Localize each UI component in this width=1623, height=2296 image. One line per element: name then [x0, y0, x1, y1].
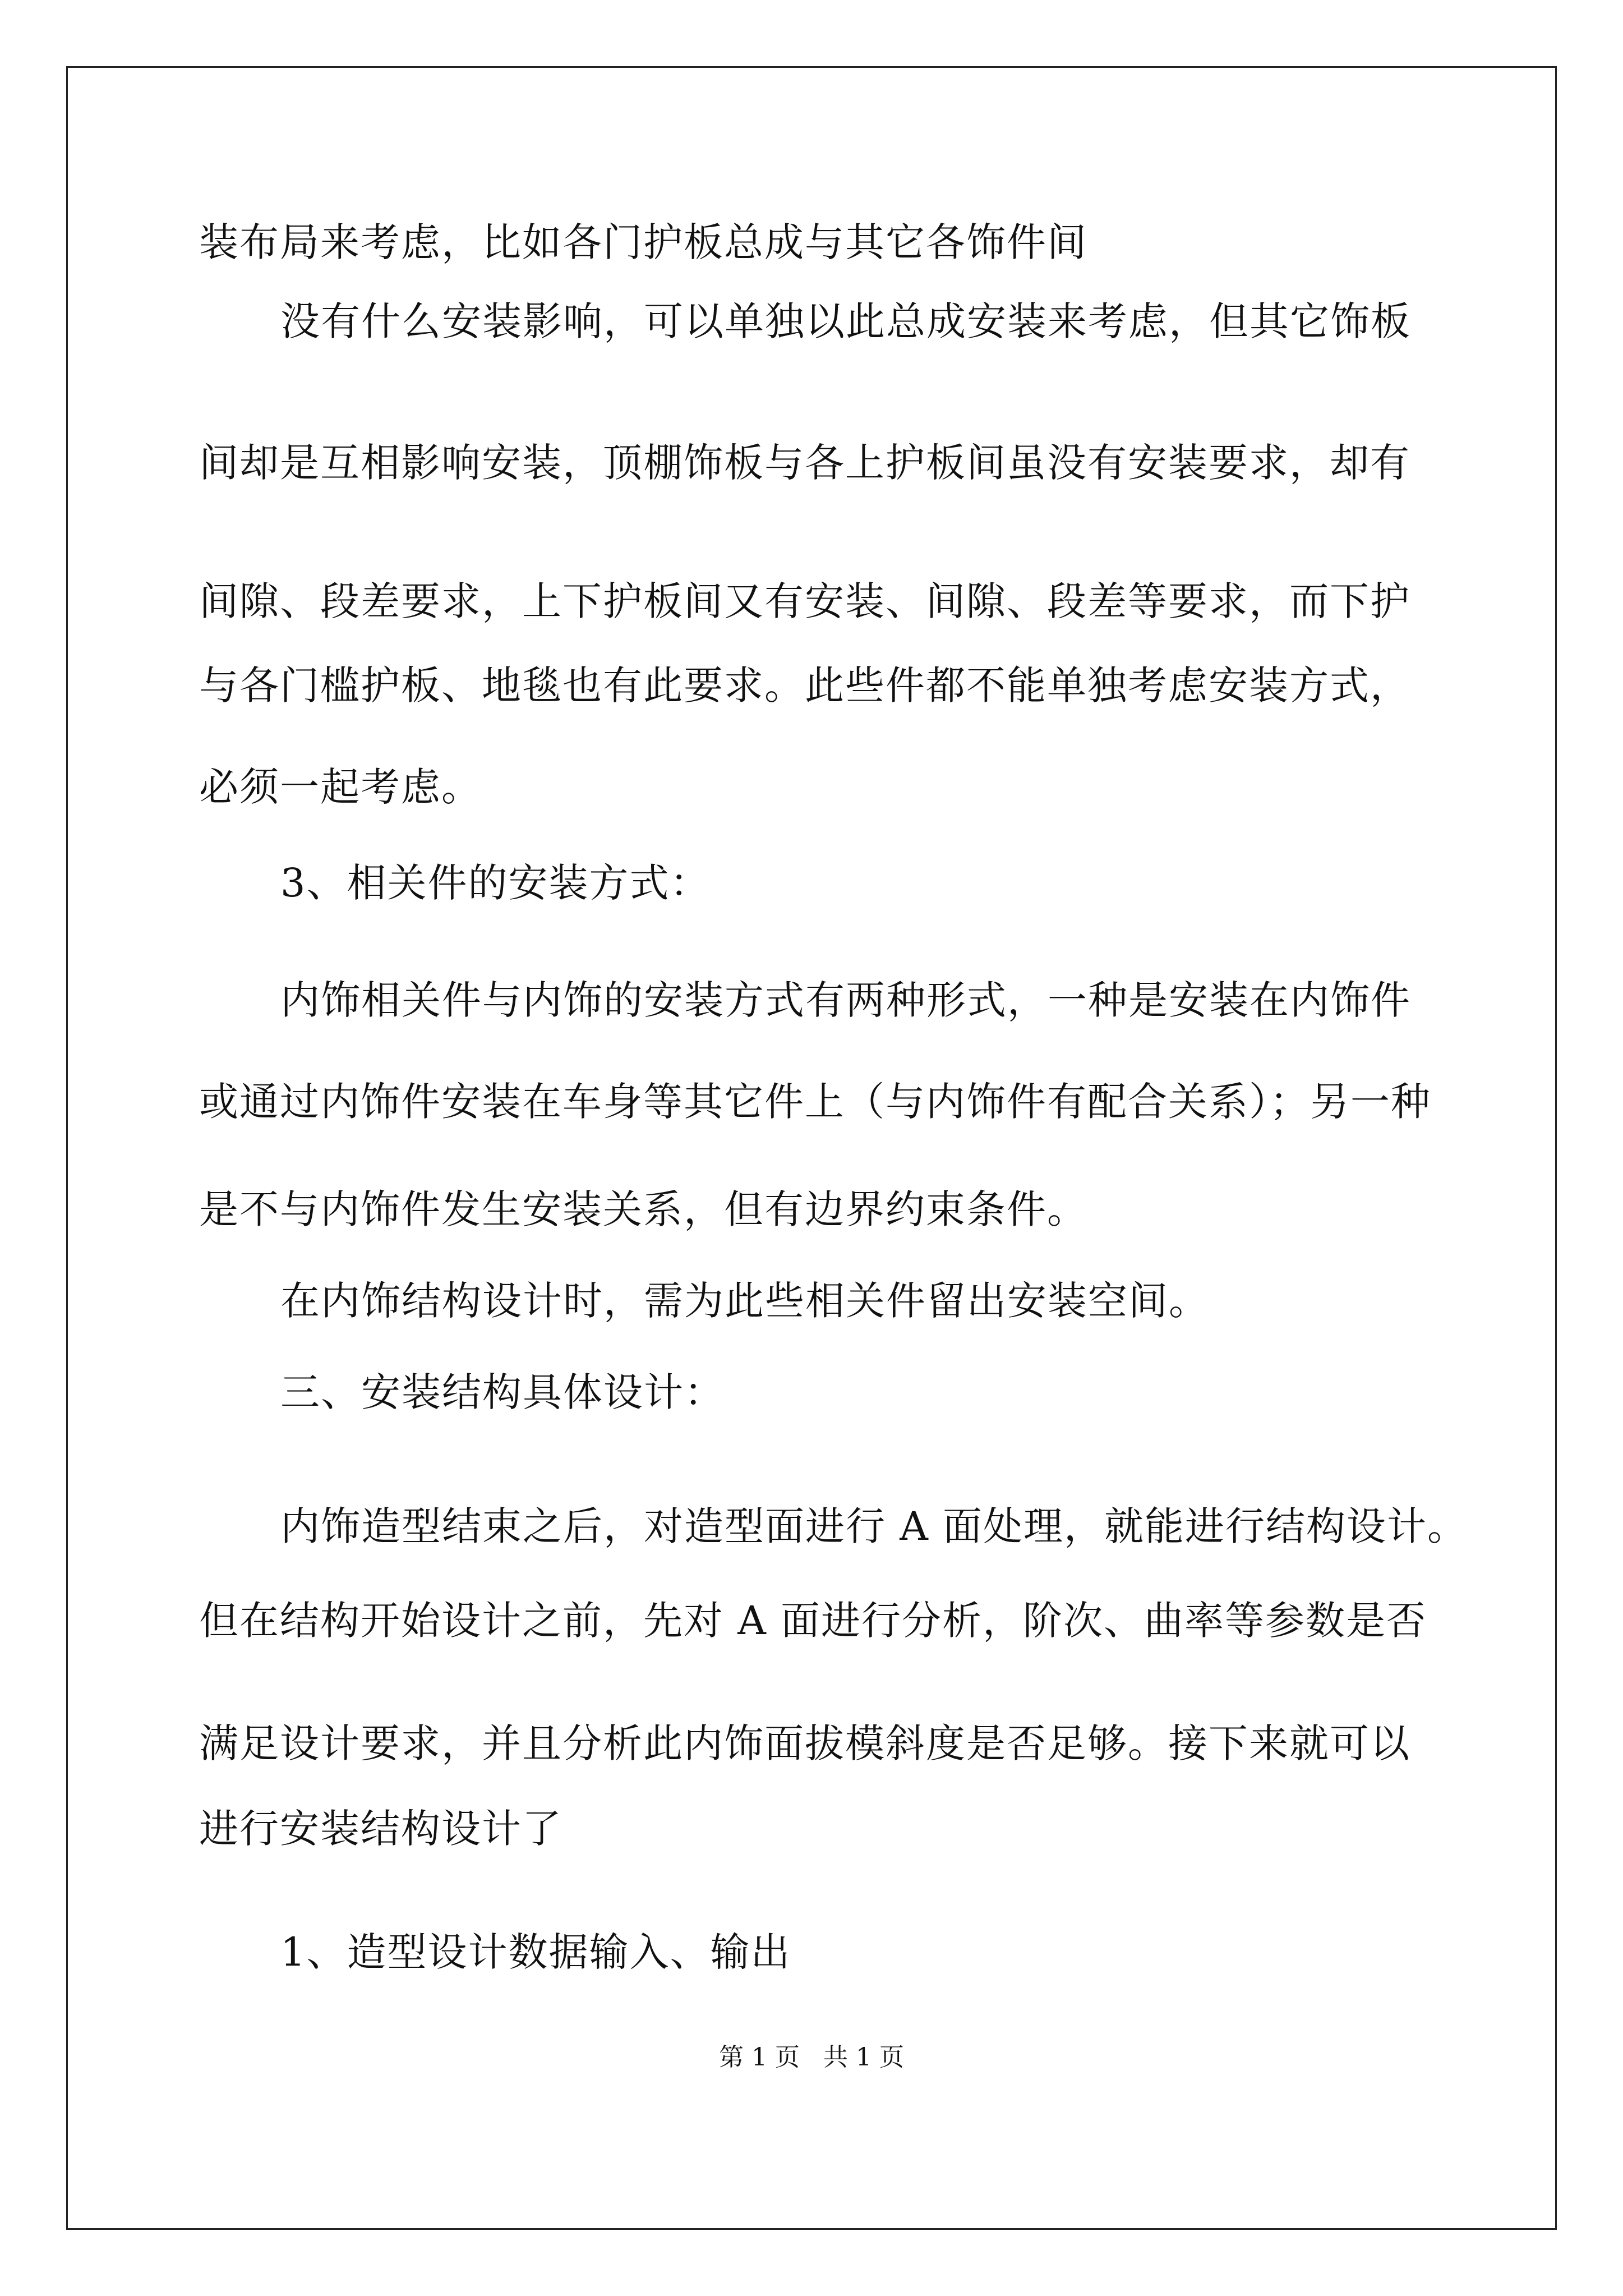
text-line-14: 但在结构开始设计之前，先对 A 面进行分析，阶次、曲率等参数是否	[199, 1598, 1427, 1644]
heading-related-parts: 3、相关件的安装方式：	[280, 860, 711, 906]
text-line-3: 间却是互相影响安装，顶棚饰板与各上护板间虽没有安装要求，却有	[199, 440, 1410, 486]
page-border	[66, 66, 1557, 2230]
text-line-10: 是不与内饰件发生安装关系，但有边界约束条件。	[199, 1186, 1087, 1232]
text-line-9: 或通过内饰件安装在车身等其它件上（与内饰件有配合关系）；另一种	[199, 1079, 1431, 1125]
text-line-6: 必须一起考虑。	[199, 764, 482, 810]
heading-data-io: 1、造型设计数据输入、输出	[280, 1929, 791, 1975]
text-line-8: 内饰相关件与内饰的安装方式有两种形式，一种是安装在内饰件	[280, 977, 1411, 1023]
text-line-2: 没有什么安装影响，可以单独以此总成安装来考虑，但其它饰板	[280, 298, 1411, 344]
text-line-5: 与各门槛护板、地毯也有此要求。此些件都不能单独考虑安装方式，	[199, 662, 1410, 708]
text-line-1: 装布局来考虑，比如各门护板总成与其它各饰件间	[199, 219, 1087, 265]
text-line-16: 进行安装结构设计了	[199, 1806, 562, 1852]
page-footer: 第 1 页 共 1 页	[719, 2043, 904, 2072]
heading-installation-design: 三、安装结构具体设计：	[280, 1369, 725, 1415]
text-line-15: 满足设计要求，并且分析此内饰面拔模斜度是否足够。接下来就可以	[199, 1720, 1410, 1766]
text-line-4: 间隙、段差要求，上下护板间又有安装、间隙、段差等要求，而下护	[199, 578, 1410, 624]
text-line-13: 内饰造型结束之后，对造型面进行 A 面处理，就能进行结构设计。	[280, 1503, 1468, 1549]
text-line-11: 在内饰结构设计时，需为此些相关件留出安装空间。	[280, 1278, 1209, 1324]
